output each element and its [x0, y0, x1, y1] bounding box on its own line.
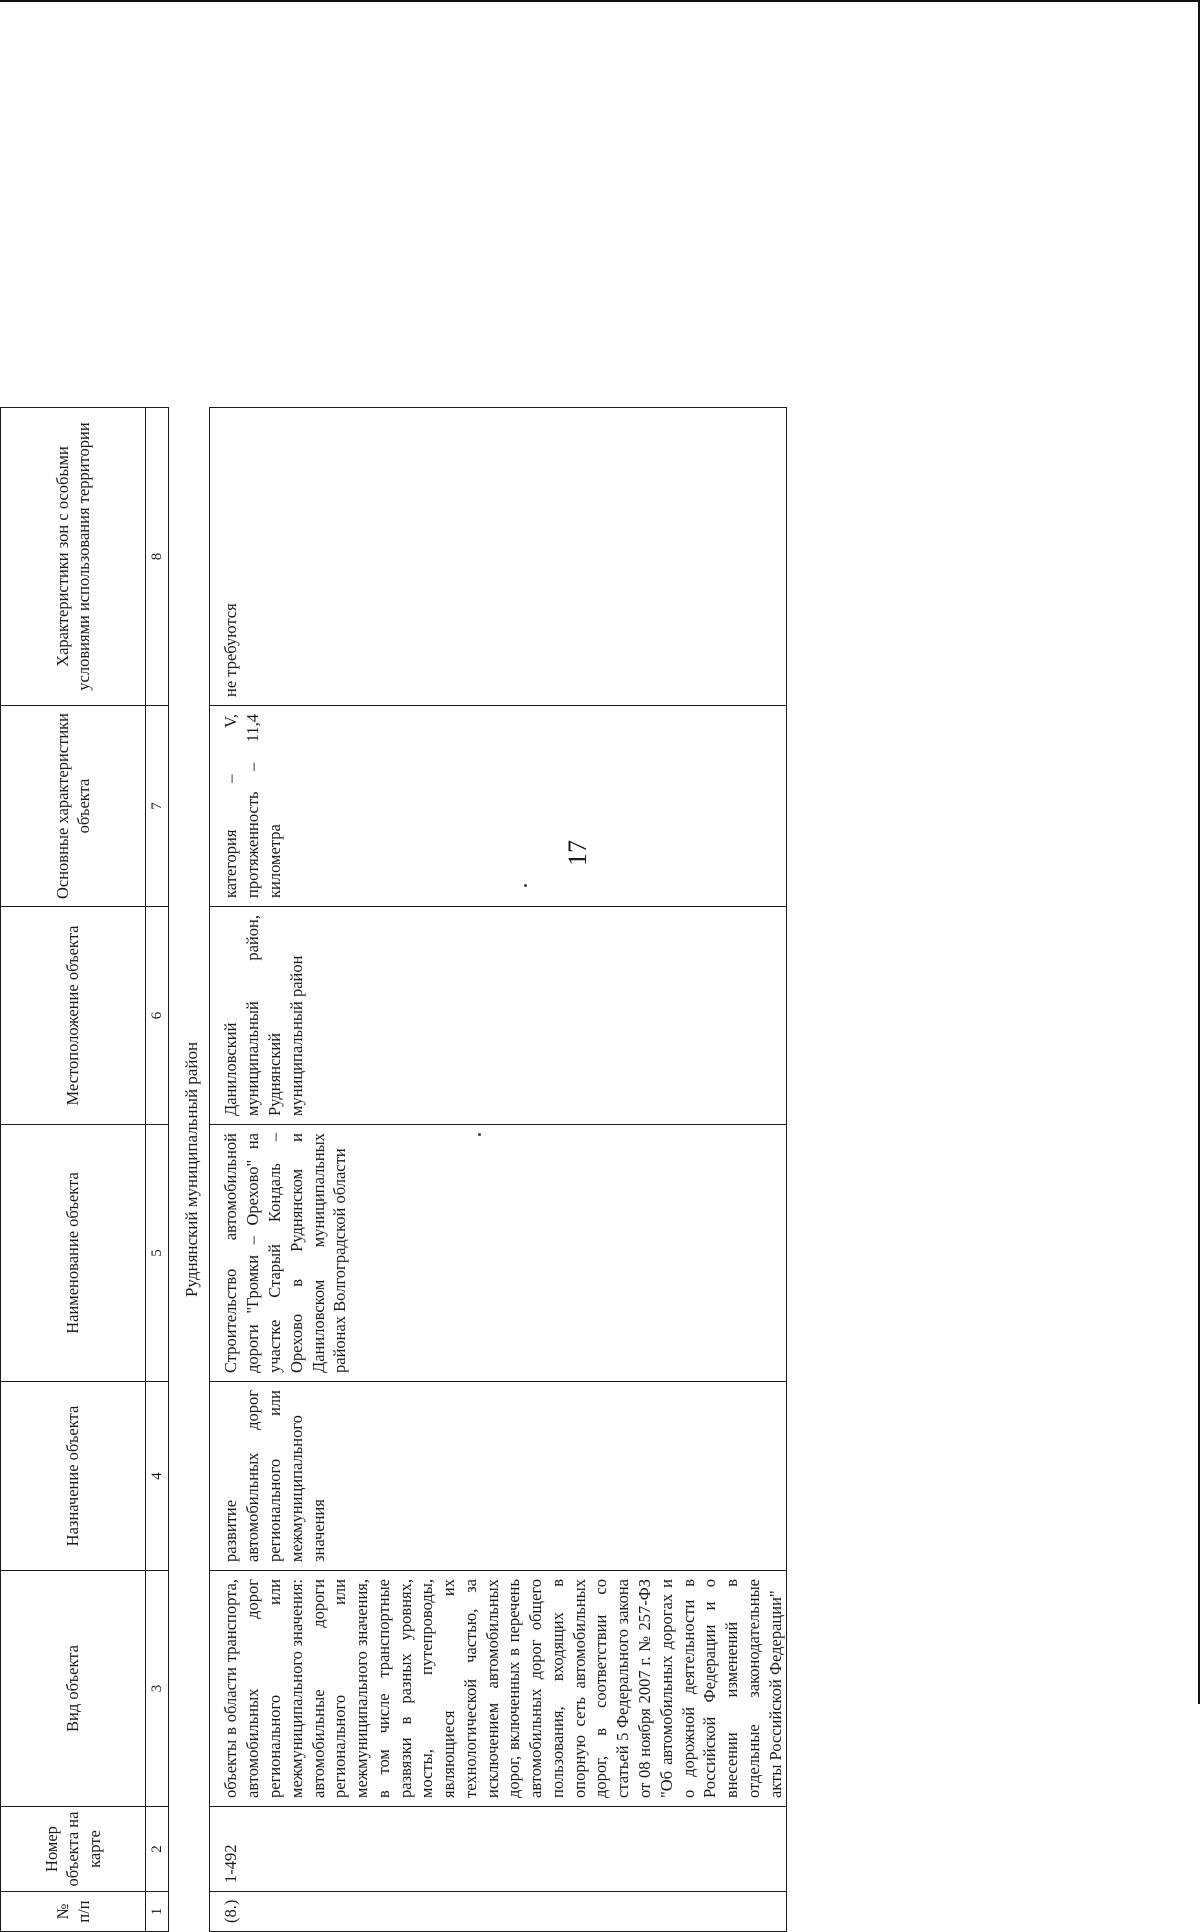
column-number: 4 [146, 1382, 169, 1571]
scan-edge-top [0, 0, 1200, 2]
scan-speck [524, 884, 527, 887]
column-number: 5 [146, 1125, 169, 1382]
column-number: 1 [146, 1892, 169, 1932]
header-row [1, 408, 146, 1932]
header-index: № п/п [1, 1892, 146, 1932]
header-zone-characteristics: Характеристики зон с особыми условиями использования территории [1, 408, 146, 706]
row-object-characteristics: категория – V, протяженность – 11,4 километра [210, 706, 787, 907]
scan-speck [478, 1133, 481, 1136]
row-object-purpose: развитие автомобильных дорог регионального или межмуниципального значения [210, 1382, 787, 1571]
header-object-purpose: Назначение объекта [1, 1382, 146, 1571]
table-row [210, 408, 787, 1932]
header-object-location: Местоположение объекта [1, 907, 146, 1125]
column-number-row [146, 408, 169, 1932]
row-index: (8.) [210, 1892, 787, 1932]
page-number: 17 [563, 840, 592, 866]
objects-table [0, 407, 787, 1932]
row-map-number: 1-492 [210, 1807, 787, 1892]
rotated-table-sheet [0, 408, 1068, 1932]
column-number: 6 [146, 907, 169, 1125]
column-number: 7 [146, 706, 169, 907]
row-zone-characteristics: не требуются [210, 408, 787, 706]
row-object-location: Даниловский муниципальный район, Руднянский муниципальный район [210, 907, 787, 1125]
row-object-type: объекты в области транспорта, автомобильных дорог регионального или межмуниципального значения: автомобильные дороги регионального или межмуниципального значения, в том числе транспортные развязки в разных уровнях, мосты, путепроводы, являющиеся их технологической частью, за исключением автомобильных дорог, включенных в перечень автомобильных дорог общего пользования, входящих в опорную сеть автомобильных дорог, в соответствии со статьей 5 Федерального закона от 08 ноября 2007 г. № 257-ФЗ "Об автомобильных дорогах и о дорожной деятельности в Российской Федерации и о внесении изменений в отдельные законодательные акты Российской Федерации" [210, 1571, 787, 1807]
column-number: 8 [146, 408, 169, 706]
row-object-name: Строительство автомобильной дороги "Громки – Орехово" на участке Старый Кондаль – Орехово в Руднянском и Даниловском муниципальных районах Волгоградской области [210, 1125, 787, 1382]
header-object-name: Наименование объекта [1, 1125, 146, 1382]
header-object-type: Вид объекта [1, 1571, 146, 1807]
column-number: 3 [146, 1571, 169, 1807]
header-object-characteristics: Основные характеристики объекта [1, 706, 146, 907]
column-number: 2 [146, 1807, 169, 1892]
section-title: Руднянский муниципальный район [182, 1041, 201, 1298]
section-row [169, 408, 210, 1932]
header-map-number: Номер объекта на карте [1, 1807, 146, 1892]
